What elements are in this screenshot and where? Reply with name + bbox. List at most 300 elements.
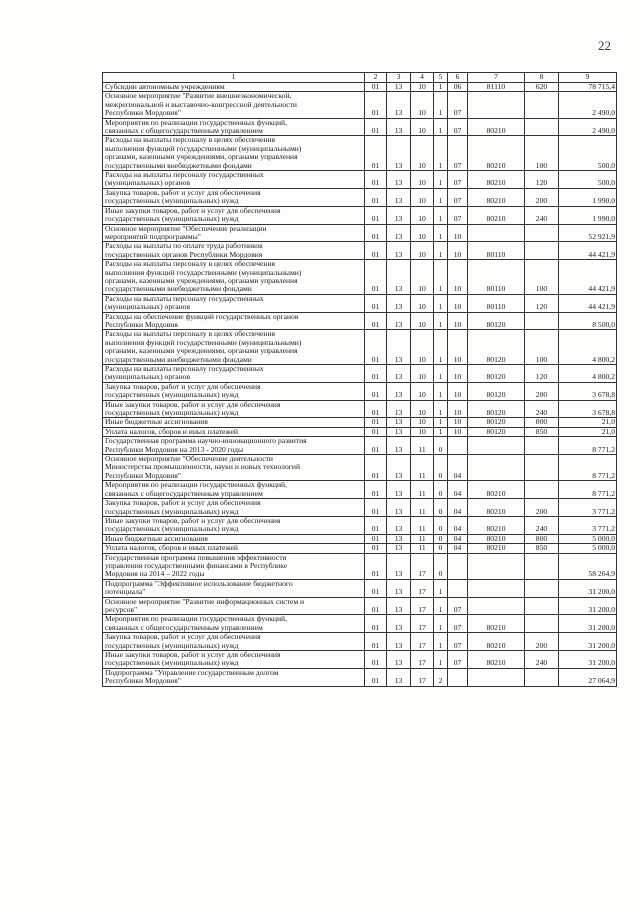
code-cell: 17 — [411, 633, 434, 651]
amount-cell: 500,0 — [559, 136, 617, 171]
code-cell: 01 — [365, 597, 387, 615]
table-row — [103, 188, 617, 206]
code-cell: 11 — [411, 544, 434, 553]
column-header-5: 5 — [434, 73, 448, 83]
code-cell: 1 — [434, 615, 448, 633]
row-name-line: государственных (муниципальных) нужд — [105, 640, 239, 650]
code-cell: 80210 — [468, 118, 525, 136]
table-row — [103, 224, 617, 242]
row-name-line: Расходы на выплаты персоналу государственных — [105, 170, 264, 180]
row-name-cell — [103, 437, 365, 455]
table-row — [103, 481, 617, 499]
code-cell: 10 — [411, 294, 434, 312]
code-cell: 10 — [448, 242, 468, 260]
code-cell: 13 — [387, 92, 411, 118]
code-cell: 01 — [365, 544, 387, 553]
row-name-line: Государственная программа повышения эффективности — [105, 553, 287, 562]
row-name-line: Подпрограмма "Управление государственным долгом — [105, 668, 279, 677]
row-name-line: государственных (муниципальных) нужд — [105, 214, 239, 224]
amount-cell: 3 771,2 — [559, 499, 617, 517]
code-cell: 13 — [387, 534, 411, 543]
row-name-line: Закупка товаров, работ и услуг для обеспечения — [105, 188, 261, 197]
row-name-line: межрегиональной и выставочно-конгрессной деятельности — [105, 99, 297, 109]
row-name-line: связанных с общегосударственным управлением — [105, 488, 263, 498]
code-cell: 80120 — [468, 382, 525, 400]
code-cell: 80210 — [468, 544, 525, 553]
amount-cell: 5 000,0 — [559, 544, 617, 553]
row-name-line: (муниципальных) органов — [105, 372, 191, 382]
code-cell — [525, 118, 559, 136]
code-cell: 850 — [525, 427, 559, 436]
row-name-cell — [103, 553, 365, 579]
amount-cell: 44 421,9 — [559, 260, 617, 295]
code-cell: 10 — [411, 224, 434, 242]
code-cell: 10 — [411, 418, 434, 427]
column-header-8: 8 — [525, 73, 559, 83]
row-name-line: Подпрограмма "Эффективное использование бюджетного — [105, 579, 293, 588]
code-cell: 80120 — [468, 400, 525, 418]
code-cell: 80110 — [468, 294, 525, 312]
row-name-line: государственными внебюджетными фондами — [105, 160, 252, 170]
code-cell: 240 — [525, 651, 559, 669]
amount-cell: 5 000,0 — [559, 534, 617, 543]
code-cell: 13 — [387, 242, 411, 260]
table-row — [103, 242, 617, 260]
row-name-cell — [103, 382, 365, 400]
row-name-line: государственных (муниципальных) нужд — [105, 196, 239, 206]
row-name-cell — [103, 418, 365, 427]
row-name-line: (муниципальных) органов — [105, 178, 191, 188]
row-name-cell — [103, 92, 365, 118]
row-name-cell — [103, 544, 365, 553]
table-row — [103, 206, 617, 224]
amount-cell: 21,0 — [559, 427, 617, 436]
code-cell: 0 — [434, 437, 448, 455]
code-cell: 01 — [365, 400, 387, 418]
row-name-line: Расходы на выплаты персоналу в целях обеспечения — [105, 329, 276, 339]
amount-cell: 27 064,9 — [559, 668, 617, 686]
code-cell: 04 — [448, 481, 468, 499]
code-cell: 0 — [434, 534, 448, 543]
table-row — [103, 544, 617, 553]
code-cell: 01 — [365, 427, 387, 436]
code-cell — [525, 242, 559, 260]
amount-cell: 21,0 — [559, 418, 617, 427]
code-cell: 13 — [387, 633, 411, 651]
row-name-line: Мероприятия по реализации государственных функций, — [105, 480, 288, 490]
row-name-cell — [103, 171, 365, 189]
table-row — [103, 455, 617, 481]
code-cell — [525, 668, 559, 686]
row-name-cell — [103, 400, 365, 418]
column-header-9: 9 — [559, 73, 617, 83]
code-cell: 10 — [448, 330, 468, 365]
row-name-line: Расходы на выплаты персоналу в целях обеспечения — [105, 259, 276, 269]
row-name-line: Республики Мордовия" — [105, 470, 181, 480]
code-cell: 1 — [434, 92, 448, 118]
code-cell: 120 — [525, 171, 559, 189]
code-cell: 1 — [434, 427, 448, 436]
code-cell: 120 — [525, 365, 559, 383]
code-cell: 0 — [434, 499, 448, 517]
code-cell: 80120 — [468, 312, 525, 330]
table-row — [103, 330, 617, 365]
table-row — [103, 553, 617, 579]
code-cell: 10 — [448, 260, 468, 295]
row-name-line: государственными внебюджетными фондами — [105, 354, 252, 364]
code-cell: 01 — [365, 499, 387, 517]
code-cell: 17 — [411, 651, 434, 669]
code-cell: 1 — [434, 597, 448, 615]
code-cell: 1 — [434, 365, 448, 383]
code-cell: 1 — [434, 136, 448, 171]
row-name-line: Мероприятия по реализации государственных функций, — [105, 118, 288, 127]
table-row — [103, 651, 617, 669]
amount-cell: 2 490,0 — [559, 118, 617, 136]
code-cell: 13 — [387, 481, 411, 499]
code-cell: 01 — [365, 418, 387, 427]
code-cell: 01 — [365, 83, 387, 92]
table-row — [103, 118, 617, 136]
code-cell: 13 — [387, 365, 411, 383]
code-cell — [468, 437, 525, 455]
code-cell: 01 — [365, 242, 387, 260]
row-name-line: Иные бюджетные ассигнования — [105, 417, 208, 427]
row-name-line: Основное мероприятие "Развитие информационных систем и — [105, 597, 305, 606]
row-name-cell — [103, 651, 365, 669]
code-cell: 13 — [387, 544, 411, 553]
row-name-line: Уплата налогов, сборов и иных платежей — [105, 427, 238, 436]
code-cell: 80210 — [468, 651, 525, 669]
table-row — [103, 92, 617, 118]
code-cell: 13 — [387, 516, 411, 534]
amount-cell: 52 921,9 — [559, 224, 617, 242]
code-cell — [468, 668, 525, 686]
amount-cell: 44 421,9 — [559, 294, 617, 312]
code-cell — [448, 553, 468, 579]
code-cell: 13 — [387, 118, 411, 136]
code-cell — [525, 481, 559, 499]
amount-cell: 8 771,2 — [559, 437, 617, 455]
code-cell: 07 — [448, 92, 468, 118]
row-name-cell — [103, 427, 365, 436]
code-cell: 07 — [448, 188, 468, 206]
amount-cell: 1 990,0 — [559, 206, 617, 224]
column-header-6: 6 — [448, 73, 468, 83]
row-name-line: Иные закупки товаров, работ и услуг для обеспечения — [105, 650, 281, 659]
code-cell: 17 — [411, 553, 434, 579]
row-name-line: Основное мероприятие "Развитие внешнеэкономической, — [105, 91, 292, 101]
code-cell: 13 — [387, 615, 411, 633]
code-cell — [525, 224, 559, 242]
row-name-line: Закупка товаров, работ и услуг для обеспечения — [105, 498, 261, 508]
row-name-line: Иные закупки товаров, работ и услуг для обеспечения — [105, 206, 281, 215]
code-cell — [525, 455, 559, 481]
budget-table — [102, 72, 617, 687]
code-cell: 850 — [525, 544, 559, 553]
row-name-line: выполнения функций государственными (муниципальными) — [105, 337, 302, 347]
amount-cell: 58 264,9 — [559, 553, 617, 579]
code-cell: 13 — [387, 294, 411, 312]
table-row — [103, 260, 617, 295]
code-cell: 1 — [434, 579, 448, 597]
row-name-line: мероприятий подпрограммы" — [105, 231, 201, 241]
code-cell: 07 — [448, 206, 468, 224]
row-name-line: Расходы на выплаты персоналу государственных — [105, 294, 264, 303]
row-name-line: государственных (муниципальных) нужд — [105, 390, 239, 400]
row-name-line: органами, казенными учреждениями, органами управления — [105, 152, 298, 162]
row-name-line: Иные закупки товаров, работ и услуг для обеспечения — [105, 400, 281, 409]
row-name-line: выполнения функций государственными (муниципальными) — [105, 267, 302, 277]
row-name-cell — [103, 118, 365, 136]
row-name-line: выполнения функций государственными (муниципальными) — [105, 143, 302, 153]
row-name-line: Республики Мордовия" — [105, 108, 181, 118]
code-cell: 80210 — [468, 188, 525, 206]
row-name-cell — [103, 206, 365, 224]
code-cell: 200 — [525, 382, 559, 400]
code-cell: 200 — [525, 499, 559, 517]
code-cell: 80210 — [468, 481, 525, 499]
table-row — [103, 597, 617, 615]
code-cell: 1 — [434, 651, 448, 669]
code-cell: 240 — [525, 206, 559, 224]
code-cell: 1 — [434, 400, 448, 418]
row-name-cell — [103, 294, 365, 312]
code-cell: 06 — [448, 83, 468, 92]
row-name-line: государственных органов Республики Мордовия — [105, 249, 263, 259]
code-cell — [468, 92, 525, 118]
code-cell: 10 — [448, 312, 468, 330]
code-cell: 04 — [448, 455, 468, 481]
code-cell: 13 — [387, 171, 411, 189]
code-cell: 80210 — [468, 534, 525, 543]
row-name-cell — [103, 534, 365, 543]
code-cell: 01 — [365, 553, 387, 579]
code-cell: 1 — [434, 260, 448, 295]
code-cell: 07 — [448, 597, 468, 615]
row-name-line: потенциала" — [105, 587, 146, 597]
code-cell: 11 — [411, 516, 434, 534]
code-cell: 13 — [387, 206, 411, 224]
row-name-cell — [103, 330, 365, 365]
row-name-cell — [103, 83, 365, 92]
code-cell: 100 — [525, 136, 559, 171]
code-cell: 07 — [448, 615, 468, 633]
table-row — [103, 365, 617, 383]
row-name-line: Расходы на выплаты по оплате труда работников — [105, 241, 263, 251]
code-cell: 11 — [411, 481, 434, 499]
table-row — [103, 400, 617, 418]
code-cell: 13 — [387, 668, 411, 686]
code-cell: 10 — [411, 92, 434, 118]
code-cell: 80120 — [468, 418, 525, 427]
code-cell: 13 — [387, 188, 411, 206]
row-name-line: Уплата налогов, сборов и иных платежей — [105, 543, 238, 553]
code-cell: 80110 — [468, 260, 525, 295]
code-cell: 07 — [448, 171, 468, 189]
table-row — [103, 534, 617, 543]
row-name-cell — [103, 365, 365, 383]
column-header-3: 3 — [387, 73, 411, 83]
code-cell: 10 — [448, 418, 468, 427]
row-name-cell — [103, 499, 365, 517]
amount-cell: 4 800,2 — [559, 365, 617, 383]
code-cell: 10 — [411, 206, 434, 224]
amount-cell: 4 800,2 — [559, 330, 617, 365]
code-cell: 01 — [365, 615, 387, 633]
code-cell: 1 — [434, 633, 448, 651]
code-cell: 07 — [448, 633, 468, 651]
code-cell — [525, 437, 559, 455]
code-cell: 10 — [411, 365, 434, 383]
row-name-line: Иные бюджетные ассигнования — [105, 534, 208, 543]
code-cell: 80110 — [468, 242, 525, 260]
code-cell: 10 — [411, 330, 434, 365]
code-cell: 0 — [434, 516, 448, 534]
code-cell: 17 — [411, 597, 434, 615]
code-cell: 1 — [434, 83, 448, 92]
code-cell: 01 — [365, 633, 387, 651]
code-cell: 1 — [434, 188, 448, 206]
code-cell: 13 — [387, 312, 411, 330]
code-cell: 80120 — [468, 365, 525, 383]
amount-cell: 78 715,4 — [559, 83, 617, 92]
code-cell: 13 — [387, 382, 411, 400]
code-cell: 0 — [434, 544, 448, 553]
row-name-line: Республики Мордовия на 2013 - 2020 годы — [105, 444, 244, 454]
code-cell: 10 — [448, 365, 468, 383]
code-cell: 13 — [387, 330, 411, 365]
table-row — [103, 427, 617, 436]
code-cell: 01 — [365, 92, 387, 118]
code-cell: 01 — [365, 224, 387, 242]
amount-cell: 8 771,2 — [559, 481, 617, 499]
amount-cell: 2 490,0 — [559, 92, 617, 118]
code-cell: 1 — [434, 294, 448, 312]
row-name-line: Мордовия на 2014 – 2022 годы — [105, 569, 205, 579]
code-cell: 13 — [387, 553, 411, 579]
row-name-line: Государственная программа научно-инновационного развития — [105, 436, 307, 446]
row-name-cell — [103, 242, 365, 260]
table-row — [103, 136, 617, 171]
code-cell: 10 — [411, 188, 434, 206]
row-name-cell — [103, 260, 365, 295]
row-name-line: Мероприятия по реализации государственных функций, — [105, 614, 288, 624]
code-cell — [468, 455, 525, 481]
code-cell: 13 — [387, 455, 411, 481]
row-name-cell — [103, 597, 365, 615]
code-cell: 10 — [448, 382, 468, 400]
code-cell: 13 — [387, 437, 411, 455]
code-cell: 13 — [387, 579, 411, 597]
code-cell: 1 — [434, 382, 448, 400]
code-cell: 10 — [411, 260, 434, 295]
row-name-line: связанных с общегосударственным управлением — [105, 622, 263, 632]
code-cell — [468, 553, 525, 579]
header-row — [103, 73, 617, 83]
code-cell: 10 — [448, 400, 468, 418]
code-cell: 17 — [411, 579, 434, 597]
code-cell: 01 — [365, 437, 387, 455]
code-cell — [525, 312, 559, 330]
code-cell: 80210 — [468, 499, 525, 517]
code-cell: 01 — [365, 481, 387, 499]
code-cell: 07 — [448, 136, 468, 171]
row-name-line: (муниципальных) органов — [105, 302, 191, 312]
row-name-line: Расходы на обеспечение функций государственных органов — [105, 312, 299, 321]
code-cell: 01 — [365, 455, 387, 481]
code-cell: 200 — [525, 188, 559, 206]
code-cell — [448, 437, 468, 455]
code-cell — [525, 615, 559, 633]
code-cell: 80120 — [468, 330, 525, 365]
amount-cell: 31 200,0 — [559, 597, 617, 615]
code-cell: 13 — [387, 499, 411, 517]
code-cell: 01 — [365, 294, 387, 312]
row-name-line: государственных (муниципальных) нужд — [105, 506, 239, 516]
code-cell: 1 — [434, 206, 448, 224]
row-name-cell — [103, 312, 365, 330]
code-cell: 11 — [411, 534, 434, 543]
column-header-4: 4 — [411, 73, 434, 83]
row-name-line: ресурсов" — [105, 604, 138, 614]
table-row — [103, 668, 617, 686]
amount-cell: 3 678,8 — [559, 400, 617, 418]
code-cell: 01 — [365, 260, 387, 295]
row-name-line: государственных (муниципальных) нужд — [105, 658, 239, 668]
code-cell — [448, 668, 468, 686]
code-cell: 80210 — [468, 516, 525, 534]
code-cell: 01 — [365, 136, 387, 171]
table-row — [103, 579, 617, 597]
code-cell: 120 — [525, 294, 559, 312]
amount-cell: 500,0 — [559, 171, 617, 189]
code-cell: 10 — [448, 427, 468, 436]
code-cell: 100 — [525, 330, 559, 365]
code-cell: 0 — [434, 553, 448, 579]
code-cell: 80120 — [468, 427, 525, 436]
code-cell: 80210 — [468, 171, 525, 189]
row-name-cell — [103, 224, 365, 242]
row-name-line: связанных с общегосударственным управлением — [105, 126, 263, 136]
row-name-line: государственными внебюджетными фондами — [105, 284, 252, 294]
code-cell: 11 — [411, 499, 434, 517]
table-row — [103, 312, 617, 330]
code-cell — [468, 579, 525, 597]
amount-cell: 3 771,2 — [559, 516, 617, 534]
table-row — [103, 615, 617, 633]
code-cell: 01 — [365, 206, 387, 224]
code-cell: 17 — [411, 668, 434, 686]
row-name-line: Расходы на выплаты персоналу государственных — [105, 364, 264, 373]
code-cell: 10 — [411, 136, 434, 171]
code-cell: 04 — [448, 534, 468, 543]
code-cell: 800 — [525, 534, 559, 543]
code-cell: 2 — [434, 668, 448, 686]
code-cell: 10 — [411, 171, 434, 189]
code-cell: 04 — [448, 544, 468, 553]
row-name-line: Закупка товаров, работ и услуг для обеспечения — [105, 382, 261, 391]
table-row — [103, 382, 617, 400]
row-name-line: Основное мероприятие "Обеспечение реализации — [105, 224, 267, 233]
code-cell: 13 — [387, 136, 411, 171]
code-cell: 07 — [448, 118, 468, 136]
code-cell: 01 — [365, 579, 387, 597]
table-row — [103, 633, 617, 651]
amount-cell: 8 500,0 — [559, 312, 617, 330]
code-cell: 10 — [411, 83, 434, 92]
code-cell: 10 — [411, 312, 434, 330]
